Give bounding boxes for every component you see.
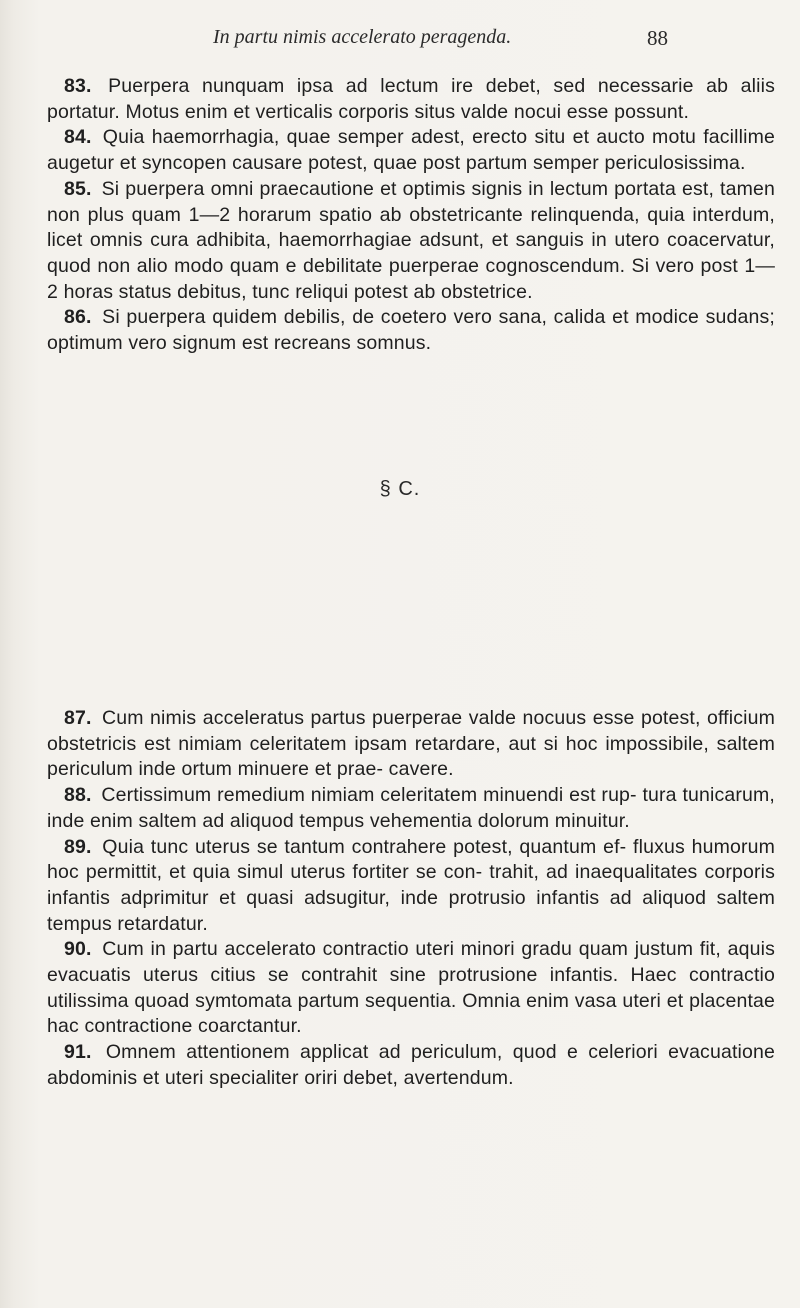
paragraph-number: 83. xyxy=(64,75,92,97)
page-header xyxy=(0,26,800,56)
paragraph-number: 89. xyxy=(64,835,92,858)
paragraph-text: Puerpera nunquam ipsa ad lectum ire debet, sed necessarie ab aliis portatur. Motus enim et verticalis corporis situs valde nocui esse possunt. xyxy=(47,75,775,123)
paragraph-text: Si puerpera omni praecautione et optimis signis in lectum portata est, tamen non plus quam 1—2 horarum spatio ab obstetricante relinquenda, quia interdum, licet omnis cura adhibita, haemorrhagiae adsunt, et sanguis in utero coacervatur, quod non alio modo quam e debilitate puerperae cognoscendum. Si vero post 1—2 horas status debitus, tunc reliqui potest ab obstetrice. xyxy=(47,177,775,303)
page-number: 88 xyxy=(647,26,668,50)
text-block-top xyxy=(47,74,775,357)
paragraph-90 xyxy=(47,937,775,1040)
paragraph-text: Cum in partu accelerato contractio uteri minori gradu quam justum fit, aquis evacuatis uterus citius se contrahit sine protrusione infantis. Haec contractio utilissima quoad symtomata partum sequentia. Omnia enim vasa uteri et placentae hac contractione coarctantur. xyxy=(47,938,775,1038)
paragraph-text: Omnem attentionem applicat ad periculum, quod e celeriori evacuatione abdominis et uteri specialiter oriri debet, avertendum. xyxy=(47,1041,775,1089)
paragraph-87 xyxy=(47,706,775,783)
paragraph-number: 90. xyxy=(64,938,92,961)
section-heading xyxy=(0,478,800,501)
paragraph-text: Quia haemorrhagia, quae semper adest, erecto situ et aucto motu facillime augetur et syncopen causare potest, quae post partum semper periculosissima. xyxy=(47,126,775,175)
paragraph-text: Cum nimis acceleratus partus puerperae valde nocuus esse potest, officium obstetricis est nimiam celeritatem ipsam retardare, aut si hoc impossibile, saltem periculum inde ortum minuere et prae- cavere. xyxy=(47,707,775,781)
paragraph-83 xyxy=(47,74,775,125)
running-head: In partu nimis accelerato peragenda. xyxy=(213,26,512,48)
paragraph-number: 85. xyxy=(64,177,92,200)
paragraph-number: 86. xyxy=(64,306,92,329)
paragraph-text: Quia tunc uterus se tantum contrahere potest, quantum ef- fluxus humorum hoc permittit, et quia simul uterus fortiter se con- trahit, ad inaequalitates corporis infantis adprimitur et quasi adsugitur, inde protrusio infantis ad aliquod saltem tempus retardatur. xyxy=(47,835,775,935)
section-heading-text: § C. xyxy=(379,478,421,500)
paragraph-text: Certissimum remedium nimiam celeritatem minuendi est rup- tura tunicarum, inde enim saltem ad aliquod tempus vehementia dolorum minuitur. xyxy=(47,784,775,832)
paragraph-84 xyxy=(47,125,775,176)
paragraph-number: 88. xyxy=(64,784,92,807)
paragraph-number: 91. xyxy=(64,1041,92,1064)
paragraph-number: 87. xyxy=(64,707,92,729)
paragraph-86 xyxy=(47,305,775,356)
paragraph-89 xyxy=(47,835,775,938)
paragraph-85 xyxy=(47,177,775,306)
paragraph-91 xyxy=(47,1040,775,1091)
paragraph-text: Si puerpera quidem debilis, de coetero vero sana, calida et modice sudans; optimum vero signum est recreans somnus. xyxy=(47,306,775,355)
text-block-bottom xyxy=(47,706,775,1092)
paragraph-88 xyxy=(47,783,775,834)
paragraph-number: 84. xyxy=(64,126,92,149)
